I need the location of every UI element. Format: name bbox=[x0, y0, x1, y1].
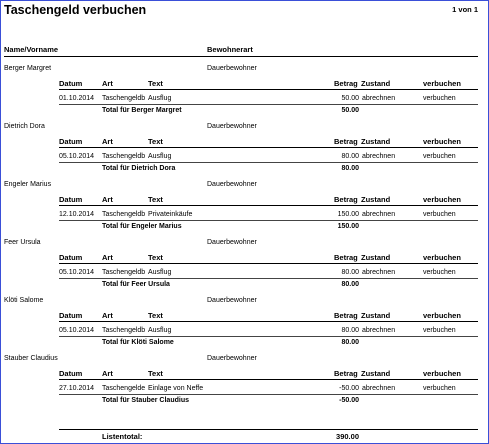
group-total-rule bbox=[59, 104, 478, 105]
row-text: Einlage von Neffe bbox=[148, 385, 204, 392]
resident-name: Dietrich Dora bbox=[4, 123, 45, 130]
col-date-header: Datum bbox=[59, 369, 83, 378]
col-state-header: Zustand bbox=[361, 253, 391, 262]
col-state-header: Zustand bbox=[361, 137, 391, 146]
resident-type: Dauerbewohner bbox=[207, 65, 257, 72]
group-total-value: 50.00 bbox=[341, 107, 359, 114]
group-total-label: Total für Feer Ursula bbox=[102, 281, 170, 288]
group-total-rule bbox=[59, 220, 478, 221]
col-amount-header: Betrag bbox=[334, 311, 358, 320]
row-amount: -50.00 bbox=[339, 385, 359, 392]
resident-type: Dauerbewohner bbox=[207, 181, 257, 188]
row-state: abrechnen bbox=[362, 327, 396, 334]
group-total-value: 80.00 bbox=[341, 339, 359, 346]
row-book: verbuchen bbox=[423, 327, 456, 334]
row-date: 01.10.2014 bbox=[59, 95, 95, 102]
resident-type: Dauerbewohner bbox=[207, 239, 257, 246]
col-date-header: Datum bbox=[59, 79, 83, 88]
col-type-header: Art bbox=[102, 79, 113, 88]
row-amount: 50.00 bbox=[341, 95, 359, 102]
col-amount-header: Betrag bbox=[334, 79, 358, 88]
group-total-value: 150.00 bbox=[337, 223, 359, 230]
row-amount: 80.00 bbox=[341, 153, 359, 160]
group-total-rule bbox=[59, 278, 478, 279]
group-column-rule bbox=[59, 89, 478, 90]
col-date-header: Datum bbox=[59, 137, 83, 146]
row-date: 05.10.2014 bbox=[59, 269, 95, 276]
row-book: verbuchen bbox=[423, 211, 456, 218]
col-book-header: verbuchen bbox=[423, 137, 461, 146]
row-type: Taschengelde bbox=[102, 385, 146, 392]
row-type: Taschengeldb bbox=[102, 153, 146, 160]
resident-name: Stauber Claudius bbox=[4, 355, 58, 362]
col-state-header: Zustand bbox=[361, 369, 391, 378]
group-column-rule bbox=[59, 147, 478, 148]
col-type-header: Art bbox=[102, 195, 113, 204]
grand-total-value: 390.00 bbox=[336, 432, 359, 441]
col-book-header: verbuchen bbox=[423, 195, 461, 204]
row-amount: 150.00 bbox=[337, 211, 359, 218]
row-book: verbuchen bbox=[423, 95, 456, 102]
row-book: verbuchen bbox=[423, 269, 456, 276]
row-state: abrechnen bbox=[362, 269, 396, 276]
row-type: Taschengeldb bbox=[102, 95, 146, 102]
group-total-rule bbox=[59, 336, 478, 337]
col-date-header: Datum bbox=[59, 311, 83, 320]
col-state-header: Zustand bbox=[361, 311, 391, 320]
grand-total-label: Listentotal: bbox=[102, 432, 143, 441]
header-resident-type: Bewohnerart bbox=[207, 45, 253, 54]
col-book-header: verbuchen bbox=[423, 311, 461, 320]
col-type-header: Art bbox=[102, 137, 113, 146]
col-amount-header: Betrag bbox=[334, 195, 358, 204]
col-date-header: Datum bbox=[59, 195, 83, 204]
group-total-value: 80.00 bbox=[341, 165, 359, 172]
row-amount: 80.00 bbox=[341, 269, 359, 276]
row-amount: 80.00 bbox=[341, 327, 359, 334]
row-text: Ausflug bbox=[148, 327, 172, 334]
group-column-rule bbox=[59, 321, 478, 322]
col-state-header: Zustand bbox=[361, 79, 391, 88]
resident-type: Dauerbewohner bbox=[207, 297, 257, 304]
row-date: 05.10.2014 bbox=[59, 153, 95, 160]
row-text: Privateinkäufe bbox=[148, 211, 193, 218]
group-total-rule bbox=[59, 394, 478, 395]
group-column-rule bbox=[59, 263, 478, 264]
col-text-header: Text bbox=[148, 369, 163, 378]
row-book: verbuchen bbox=[423, 385, 456, 392]
col-text-header: Text bbox=[148, 195, 163, 204]
col-book-header: verbuchen bbox=[423, 253, 461, 262]
col-amount-header: Betrag bbox=[334, 369, 358, 378]
group-total-rule bbox=[59, 162, 478, 163]
col-text-header: Text bbox=[148, 79, 163, 88]
group-total-label: Total für Engeler Marius bbox=[102, 223, 182, 230]
row-state: abrechnen bbox=[362, 211, 396, 218]
col-book-header: verbuchen bbox=[423, 369, 461, 378]
group-total-label: Total für Klöti Salome bbox=[102, 339, 174, 346]
group-total-label: Total für Dietrich Dora bbox=[102, 165, 176, 172]
group-total-value: 80.00 bbox=[341, 281, 359, 288]
row-state: abrechnen bbox=[362, 95, 396, 102]
row-text: Ausflug bbox=[148, 153, 172, 160]
group-total-label: Total für Stauber Claudius bbox=[102, 397, 189, 404]
row-state: abrechnen bbox=[362, 385, 396, 392]
row-type: Taschengeldb bbox=[102, 269, 146, 276]
row-state: abrechnen bbox=[362, 153, 396, 160]
row-date: 12.10.2014 bbox=[59, 211, 95, 218]
col-type-header: Art bbox=[102, 311, 113, 320]
report-title: Taschengeld verbuchen bbox=[4, 3, 147, 17]
header-rule bbox=[4, 56, 478, 57]
group-column-rule bbox=[59, 205, 478, 206]
row-text: Ausflug bbox=[148, 95, 172, 102]
grand-total-rule bbox=[59, 429, 478, 430]
row-date: 05.10.2014 bbox=[59, 327, 95, 334]
col-text-header: Text bbox=[148, 253, 163, 262]
resident-name: Feer Ursula bbox=[4, 239, 41, 246]
col-state-header: Zustand bbox=[361, 195, 391, 204]
resident-type: Dauerbewohner bbox=[207, 355, 257, 362]
page-indicator: 1 von 1 bbox=[452, 5, 478, 14]
col-type-header: Art bbox=[102, 369, 113, 378]
resident-name: Berger Margret bbox=[4, 65, 52, 72]
col-text-header: Text bbox=[148, 137, 163, 146]
group-total-value: -50.00 bbox=[339, 397, 359, 404]
row-type: Taschengeldb bbox=[102, 211, 146, 218]
col-amount-header: Betrag bbox=[334, 137, 358, 146]
row-book: verbuchen bbox=[423, 153, 456, 160]
row-date: 27.10.2014 bbox=[59, 385, 95, 392]
group-column-rule bbox=[59, 379, 478, 380]
col-date-header: Datum bbox=[59, 253, 83, 262]
col-type-header: Art bbox=[102, 253, 113, 262]
col-amount-header: Betrag bbox=[334, 253, 358, 262]
row-type: Taschengeldb bbox=[102, 327, 146, 334]
group-total-label: Total für Berger Margret bbox=[102, 107, 182, 114]
resident-name: Engeler Marius bbox=[4, 181, 52, 188]
resident-name: Klöti Salome bbox=[4, 297, 44, 304]
col-text-header: Text bbox=[148, 311, 163, 320]
row-text: Ausflug bbox=[148, 269, 172, 276]
header-name: Name/Vorname bbox=[4, 45, 59, 54]
resident-type: Dauerbewohner bbox=[207, 123, 257, 130]
col-book-header: verbuchen bbox=[423, 79, 461, 88]
